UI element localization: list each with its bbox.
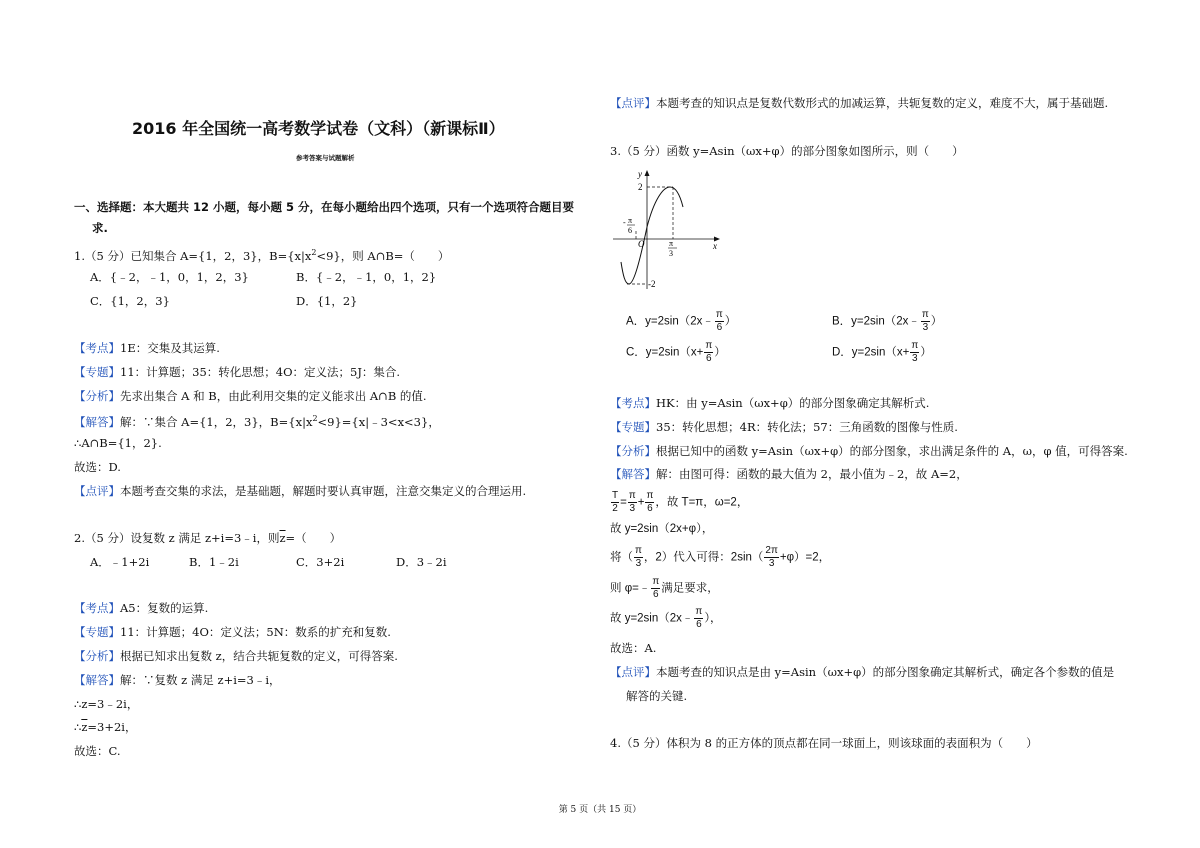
q2-fenxi-text: 根据已知求出复数 z，结合共轭复数的定义，可得答案. <box>120 649 398 663</box>
q3-opt-a-num: π <box>715 309 723 320</box>
q3-function-graph <box>610 165 730 295</box>
q2-stem-a: 2.（5 分）设复数 z 满足 z+i=3﹣i，则 <box>74 531 280 545</box>
q2-line3-zbar: $\overline{z}$ <box>81 720 88 734</box>
q1-solution-line2: ∴A∩B={1，2}. <box>74 436 162 450</box>
q3-option-d <box>832 340 932 365</box>
q3-s1-f3-den: 6 <box>647 503 653 514</box>
q3-solution-step6: 故选：A. <box>610 641 657 655</box>
q1-kaodian <box>74 340 220 356</box>
q3-option-c <box>626 340 726 365</box>
q2-stem-b: =（ ） <box>285 531 342 545</box>
q3-zhuanti-tag: 【专题】 <box>610 420 656 434</box>
q2-stem <box>74 530 341 546</box>
q3-s4-num: π <box>652 576 660 587</box>
q3-option-b <box>832 309 942 334</box>
page-subtitle: 参考答案与试题解析 <box>296 154 355 162</box>
q1-fenxi <box>74 388 427 404</box>
q3-opt-c-den: 6 <box>706 353 712 364</box>
q3-fenxi-text: 根据已知中的函数 y=Asin（ωx+φ）的部分图象，求出满足条件的 A，ω，φ 值，可得答案. <box>656 444 1128 458</box>
q1-zhuanti <box>74 364 400 380</box>
q3-opt-b-den: 3 <box>922 322 929 333</box>
q3-s4-pre: 则 φ=﹣ <box>610 582 651 595</box>
q1-jieda-b: <9}={x|﹣3<x<3}， <box>317 414 440 429</box>
q2-stem-zbar: $\overline{z}$ <box>279 531 286 545</box>
graph-xpos-num: π <box>669 239 674 248</box>
q1-option-a: A．{﹣2，﹣1，0，1，2，3} <box>90 270 249 284</box>
q3-opt-b-pre: B．y=2sin（2x﹣ <box>832 315 920 328</box>
graph-ymin-label: -2 <box>648 279 656 289</box>
q1-jieda <box>74 411 440 430</box>
page-title: 2016 年全国统一高考数学试卷（文科）（新课标Ⅱ） <box>132 119 505 138</box>
q3-s1-f2-num: π <box>628 490 636 501</box>
q3-jieda-tag: 【解答】 <box>610 467 656 481</box>
q1-stem <box>74 245 449 264</box>
q3-s5-num: π <box>695 606 703 617</box>
q1-zhuanti-text: 11：计算题；35：转化思想；4O：定义法；5J：集合. <box>120 365 401 379</box>
q2-fenxi-tag: 【分析】 <box>74 649 120 663</box>
q3-opt-a-post: ） <box>724 315 737 328</box>
q3-solution-step2: 故 y=2sin（2x+φ）， <box>610 523 714 535</box>
q3-kaodian-text: HK：由 y=Asin（ωx+φ）的部分图象确定其解析式. <box>656 396 930 410</box>
q3-s1-f3-num: π <box>646 490 654 501</box>
q2-zhuanti-tag: 【专题】 <box>74 625 120 639</box>
q2-option-b: B．1﹣2i <box>189 555 239 569</box>
q3-s3-f2-den: 3 <box>768 558 775 569</box>
q2-option-c: C．3+2i <box>296 555 345 569</box>
q3-opt-c-post: ） <box>714 346 726 359</box>
q3-stem: 3.（5 分）函数 y=Asin（ωx+φ）的部分图象如图所示，则（ ） <box>610 144 964 158</box>
q1-solution-line3: 故选：D. <box>74 460 121 474</box>
q2-solution-line4: 故选：C. <box>74 744 121 758</box>
q1-jieda-a: 解：∵集合 A={1，2，3}，B={x|x <box>120 414 313 429</box>
q3-opt-b-frac <box>921 309 930 334</box>
q3-s3-frac2 <box>764 545 778 570</box>
graph-y-label: y <box>638 169 642 179</box>
graph-x-label: x <box>713 241 717 251</box>
q2-kaodian-text: A5：复数的运算. <box>120 601 209 615</box>
q3-opt-a-den: 6 <box>716 322 723 333</box>
q1-option-d: D．{1，2} <box>296 294 358 308</box>
graph-sine-curve <box>621 187 683 284</box>
q3-dianping <box>610 664 1114 680</box>
q1-dianping <box>74 483 526 499</box>
q3-fenxi-tag: 【分析】 <box>610 444 656 458</box>
q1-stem-sup: 2 <box>311 248 317 257</box>
q2-kaodian <box>74 600 208 616</box>
q3-s5-post: ）， <box>704 612 722 625</box>
q3-s1-f1-num: T <box>612 490 619 501</box>
q2-line3-b: =3+2i， <box>87 720 137 734</box>
q1-fenxi-tag: 【分析】 <box>74 389 120 403</box>
section-heading-cont: 求. <box>92 221 108 235</box>
graph-origin-label: O <box>638 239 645 249</box>
graph-ymax-label: 2 <box>638 182 643 192</box>
q3-s3-f1-den: 3 <box>635 558 642 569</box>
q3-dianping-tag: 【点评】 <box>610 665 656 679</box>
q3-zhuanti <box>610 419 958 435</box>
graph-xneg-den: 6 <box>628 226 632 235</box>
q3-opt-d-frac <box>910 340 919 365</box>
q3-opt-c-num: π <box>705 340 713 351</box>
q1-kaodian-text: 1E：交集及其运算. <box>120 341 220 355</box>
q3-s3-f1-num: π <box>635 545 642 556</box>
q2-dianping-text: 本题考查的知识点是复数代数形式的加减运算，共轭复数的定义，难度不大，属于基础题. <box>656 96 1109 110</box>
q1-dianping-text: 本题考查交集的求法，是基础题，解题时要认真审题，注意交集定义的合理运用. <box>120 484 527 498</box>
q2-zhuanti <box>74 624 391 640</box>
q3-s3-post: +φ）=2， <box>779 551 831 564</box>
q3-jieda-text: 解：由图可得：函数的最大值为 2，最小值为﹣2，故 A=2， <box>656 467 968 481</box>
q1-dianping-tag: 【点评】 <box>74 484 120 498</box>
section-heading: 一、选择题：本大题共 12 小题，每小题 5 分，在每小题给出四个选项，只有一个选项符合题目要 <box>74 200 575 214</box>
q1-kaodian-tag: 【考点】 <box>74 341 120 355</box>
graph-xneg-sign: - <box>623 218 626 227</box>
q1-option-c: C．{1，2，3} <box>90 294 170 308</box>
q3-s3-pre: 将（ <box>610 551 633 564</box>
q2-kaodian-tag: 【考点】 <box>74 601 120 615</box>
q3-opt-d-pre: D．y=2sin（x+ <box>832 346 910 359</box>
q3-s4-post: 满足要求， <box>661 582 719 595</box>
q1-stem-b: <9}，则 A∩B=（ ） <box>316 248 450 263</box>
q3-solution-step4 <box>610 576 719 601</box>
q3-zhuanti-text: 35：转化思想；4R：转化法；57：三角函数的图像与性质. <box>656 420 958 434</box>
graph-xneg-num: π <box>628 216 633 225</box>
q3-s1-f1-den: 2 <box>612 503 618 514</box>
q2-dianping-tag: 【点评】 <box>610 96 656 110</box>
q1-fenxi-text: 先求出集合 A 和 B，由此利用交集的定义能求出 A∩B 的值. <box>120 389 427 403</box>
q3-s5-frac <box>694 606 703 631</box>
q3-s3-f2-num: 2π <box>765 545 778 556</box>
q2-fenxi <box>74 648 398 664</box>
q3-s3-frac1 <box>634 545 643 570</box>
q3-solution-step1 <box>610 490 748 515</box>
q3-opt-c-frac <box>704 340 713 365</box>
q3-s5-pre: 故 y=2sin（2x﹣ <box>610 612 694 625</box>
q3-s3-mid: ，2）代入可得：2sin（ <box>643 551 764 564</box>
q1-jieda-sup: 2 <box>312 414 318 423</box>
q3-s4-den: 6 <box>653 589 659 600</box>
q2-option-a: A．﹣1+2i <box>90 555 150 569</box>
q3-opt-d-post: ） <box>920 346 932 359</box>
q2-dianping <box>610 95 1108 111</box>
q2-jieda-tag: 【解答】 <box>74 673 120 687</box>
q3-kaodian <box>610 395 929 411</box>
q2-line3-a: ∴ <box>74 720 82 734</box>
page-footer: 第 5 页（共 15 页） <box>558 805 642 815</box>
q3-s1-frac1 <box>611 490 619 515</box>
q2-option-d: D．3﹣2i <box>396 555 447 569</box>
q3-s1-f2-den: 3 <box>629 503 636 514</box>
q3-dianping-cont: 解答的关键. <box>626 689 688 703</box>
q1-stem-a: 1.（5 分）已知集合 A={1，2，3}，B={x|x <box>74 248 312 263</box>
q4-stem: 4.（5 分）体积为 8 的正方体的顶点都在同一球面上，则该球面的表面积为（ ） <box>610 736 1038 750</box>
q2-jieda-text: 解：∵复数 z 满足 z+i=3﹣i， <box>120 673 281 687</box>
q1-jieda-tag: 【解答】 <box>74 414 120 429</box>
q3-solution-step5 <box>610 606 722 631</box>
q3-s1-post: ，故 T=π，ω=2， <box>655 496 749 509</box>
q3-s4-frac <box>651 576 660 601</box>
q3-dianping-text: 本题考查的知识点是由 y=Asin（ωx+φ）的部分图象确定其解析式，确定各个参数的值是 <box>656 665 1115 679</box>
q1-zhuanti-tag: 【专题】 <box>74 365 120 379</box>
q2-zhuanti-text: 11：计算题；4O：定义法；5N：数系的扩充和复数. <box>120 625 391 639</box>
q3-opt-d-num: π <box>911 340 919 351</box>
q1-option-b: B．{﹣2，﹣1，0，1，2} <box>296 270 437 284</box>
q3-opt-a-frac <box>715 309 724 334</box>
q3-opt-b-num: π <box>921 309 929 320</box>
q3-s1-frac2 <box>628 490 637 515</box>
q2-jieda <box>74 672 281 688</box>
q3-opt-d-den: 3 <box>912 353 918 364</box>
q3-opt-c-pre: C．y=2sin（x+ <box>626 346 704 359</box>
q3-kaodian-tag: 【考点】 <box>610 396 656 410</box>
graph-xpos-den: 3 <box>669 249 673 258</box>
q3-jieda <box>610 466 968 482</box>
graph-y-arrow <box>645 170 650 176</box>
q3-solution-step3 <box>610 545 830 570</box>
q2-solution-line2: ∴z=3﹣2i， <box>74 697 139 711</box>
q3-option-a <box>626 309 736 334</box>
q3-fenxi <box>610 443 1128 459</box>
q3-s5-den: 6 <box>696 619 702 630</box>
q2-solution-line3 <box>74 719 136 735</box>
q3-s1-frac3 <box>645 490 654 515</box>
q3-s1-plus: + <box>637 496 645 509</box>
q3-opt-a-pre: A．y=2sin（2x﹣ <box>626 315 714 328</box>
q3-opt-b-post: ） <box>930 315 943 328</box>
q3-s1-eq: = <box>620 496 627 509</box>
